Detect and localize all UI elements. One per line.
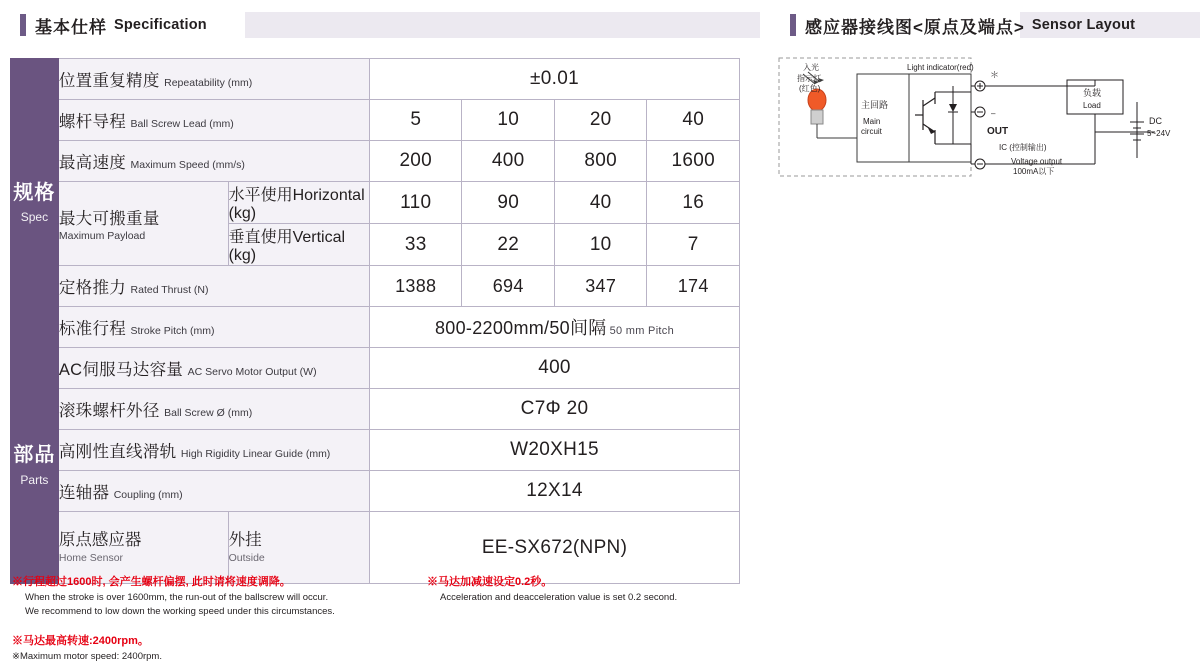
footnote-right-line1: ※马达加减速设定0.2秒。 (427, 576, 553, 588)
sensor-section-header (790, 12, 1190, 38)
spec-title-cn: 基本仕样 (35, 17, 107, 37)
cell-value: 10 (554, 224, 646, 266)
row-label-cn: 滚珠螺杆外径 (58, 402, 160, 420)
row-sublabel-cn: 垂直使用 (228, 229, 293, 246)
cell-value: 22 (462, 224, 554, 266)
label-voltage-output-en: Voltage output (1011, 157, 1063, 166)
footnote-right-line2: Acceleration and deacceleration value is set 0.2 second. (440, 591, 678, 603)
row-label-en: Stroke Pitch (mm) (130, 325, 215, 337)
row-label-homesensor (58, 512, 228, 584)
cell-value: 1388 (370, 266, 462, 307)
cell-value: 800 (554, 141, 646, 182)
cell-value: 1600 (647, 141, 740, 182)
footnote-left-line1: ※行程超过1600时, 会产生螺杆偏摆, 此时请将速度调降。 (12, 576, 291, 588)
stroke-pitch-note: 50 mm Pitch (609, 325, 675, 337)
label-load-cn: 负载 (1083, 88, 1102, 98)
cell-value: 20 (554, 100, 646, 141)
row-value-repeatability: ±0.01 (370, 59, 740, 100)
table-row (11, 182, 740, 224)
row-label-cn: 位置重复精度 (58, 72, 160, 90)
row-sublabel-vertical (228, 224, 369, 266)
row-label-acservo (58, 348, 369, 389)
row-label-ballscrewlead (58, 100, 369, 141)
label-light-indicator-color: (红色) (799, 84, 821, 93)
label-dc: DC (1149, 116, 1162, 126)
cell-value: 90 (462, 182, 554, 224)
row-label-en: Maximum Speed (mm/s) (130, 159, 245, 171)
table-row (11, 348, 740, 389)
stroke-pitch-value: 800-2200mm/50间隔 (434, 318, 607, 338)
row-label-en: Rated Thrust (N) (130, 284, 209, 296)
footnote-left-line2: When the stroke is over 1600mm, the run-out of the ballscrew will occur. (25, 591, 329, 603)
spec-title-en: Specification (114, 17, 207, 33)
row-label-cn: 连轴器 (58, 484, 110, 502)
cell-value: 10 (462, 100, 554, 141)
table-row (11, 141, 740, 182)
row-sublabel-cn: 水平使用 (228, 187, 293, 204)
label-light-indicator-cn: 指示灯 (797, 74, 821, 83)
table-row (11, 471, 740, 512)
row-value-linearguide: W20XH15 (370, 430, 740, 471)
row-label-en: Ball Screw Lead (mm) (130, 118, 234, 130)
row-label-linearguide (58, 430, 369, 471)
row-sublabel-outside (228, 512, 369, 584)
row-label-coupling (58, 471, 369, 512)
row-value-ballscrewdia: C7Φ 20 (370, 389, 740, 430)
parts-group-label-cn: 部品 (13, 444, 56, 467)
parts-group-label-en: Parts (20, 472, 49, 487)
label-out: OUT (987, 126, 1009, 137)
cell-value: 110 (370, 182, 462, 224)
cell-value: 40 (647, 100, 740, 141)
footnote-left-block2 (12, 634, 412, 664)
spec-group-label (11, 59, 59, 348)
cell-value: 40 (554, 182, 646, 224)
spec-group-label-en: Spec (20, 210, 49, 225)
row-value-coupling: 12X14 (370, 471, 740, 512)
label-dc-range: 5~24V (1147, 129, 1171, 138)
table-row (11, 307, 740, 348)
label-minus: – (991, 109, 996, 118)
cell-value: 400 (462, 141, 554, 182)
row-label-ratedthrust (58, 266, 369, 307)
sensor-title-en: Sensor Layout (1031, 17, 1136, 33)
table-row (11, 512, 740, 584)
row-label-maxspeed (58, 141, 369, 182)
row-sublabel-en: Outside (228, 552, 265, 565)
row-label-cn: 螺杆导程 (58, 113, 127, 131)
label-load-en: Load (1083, 101, 1101, 110)
row-label-en: Home Sensor (58, 552, 124, 565)
label-light-in: 入光 (803, 63, 819, 72)
row-label-cn: 高刚性直线滑轨 (58, 443, 177, 461)
cell-value: 33 (370, 224, 462, 266)
spec-header-accent-bar (20, 14, 26, 36)
cell-value: 5 (370, 100, 462, 141)
row-label-cn: 原点感应器 (58, 530, 142, 549)
row-sublabel-cn: 外挂 (228, 530, 262, 549)
row-label-en: Coupling (mm) (113, 489, 183, 501)
label-ic-output: IC (控制输出) (999, 143, 1047, 152)
cell-value: 174 (647, 266, 740, 307)
footnote-left-line5: ※Maximum motor speed: 2400rpm. (12, 651, 162, 663)
row-label-cn: 标准行程 (58, 320, 127, 338)
cell-value: 16 (647, 182, 740, 224)
row-label-cn: 定格推力 (58, 279, 127, 297)
row-label-ballscrewdia (58, 389, 369, 430)
specification-table (10, 58, 740, 584)
sensor-title-cn: 感应器接线图<原点及端点> (805, 17, 1025, 37)
sensor-header-accent-bar (790, 14, 796, 36)
spec-group-label-cn: 规格 (13, 181, 56, 204)
table-row (11, 100, 740, 141)
label-light-indicator-en: Light indicator(red) (907, 63, 974, 72)
label-voltage-current: 100mA以下 (1013, 167, 1055, 176)
row-label-en: High Rigidity Linear Guide (mm) (180, 448, 331, 460)
footnote-left-line4: ※马达最高转速:2400rpm。 (12, 635, 149, 648)
label-main-circuit-en2: circuit (861, 127, 882, 136)
row-label-cn: AC伺服马达容量 (58, 361, 184, 379)
row-value-strokepitch (370, 307, 740, 348)
row-label-cn: 最高速度 (58, 154, 127, 172)
row-label-strokepitch (58, 307, 369, 348)
cell-value: 200 (370, 141, 462, 182)
row-label-en: Ball Screw Ø (mm) (164, 407, 253, 419)
label-plus-mark: ＊ (990, 70, 1000, 80)
row-sublabel-horizontal (228, 182, 369, 224)
row-sublabel-en: Vertical (kg) (228, 229, 346, 264)
table-row (11, 430, 740, 471)
parts-group-label (11, 348, 59, 584)
cell-value: 7 (647, 224, 740, 266)
cell-value: 347 (554, 266, 646, 307)
label-main-circuit-en1: Main (863, 117, 881, 126)
row-value-homesensor: EE-SX672(NPN) (370, 512, 740, 584)
sensor-wiring-diagram (775, 52, 1190, 192)
row-sublabel-en: Horizontal (kg) (228, 187, 365, 222)
row-label-en: AC Servo Motor Output (W) (187, 366, 317, 378)
label-main-circuit-cn: 主回路 (861, 100, 889, 110)
footnote-left (12, 575, 412, 664)
row-label-repeatability (58, 59, 369, 100)
row-label-en: Repeatability (mm) (164, 77, 253, 89)
row-label-maxpayload (58, 182, 228, 266)
footnote-left-line3: We recommend to low down the working speed under this circumstances. (25, 605, 335, 617)
row-label-cn: 最大可搬重量 (58, 210, 160, 228)
row-value-acservo: 400 (370, 348, 740, 389)
footnote-right (427, 575, 777, 605)
spec-section-header (20, 12, 760, 38)
table-row (11, 389, 740, 430)
cell-value: 694 (462, 266, 554, 307)
table-row (11, 266, 740, 307)
table-row (11, 59, 740, 100)
row-label-en: Maximum Payload (58, 230, 146, 242)
